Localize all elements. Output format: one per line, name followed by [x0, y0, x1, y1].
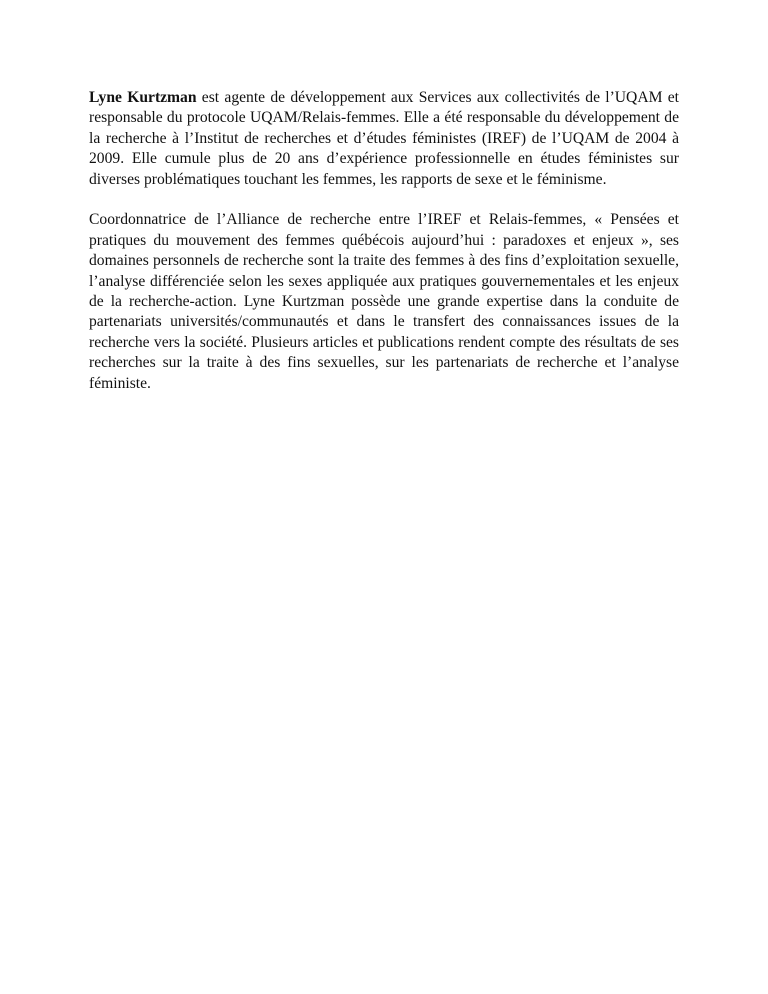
bio-paragraph-1 [89, 88, 679, 190]
document-body [89, 88, 679, 394]
person-name: Lyne Kurtzman [89, 89, 197, 106]
bio-paragraph-1-text: est agente de développement aux Services aux collectivités de l’UQAM et responsable du protocole UQAM/Relais-femmes. Elle a été responsable du développement de la recherche à l’Institut de recherches et d’études féministes (IREF) de l’UQAM de 2004 à 2009. Elle cumule plus de 20 ans d’expérience professionnelle en études féministes sur diverses problématiques touchant les femmes, les rapports de sexe et le féminisme. [89, 89, 679, 188]
bio-paragraph-2: Coordonnatrice de l’Alliance de recherche entre l’IREF et Relais-femmes, « Pensées et pratiques du mouvement des femmes québécois aujourd’hui : paradoxes et enjeux », ses domaines personnels de recherche sont la traite des femmes à des fins d’exploitation sexuelle, l’analyse différenciée selon les sexes appliquée aux pratiques gouvernementales et les enjeux de la recherche-action. Lyne Kurtzman possède une grande expertise dans la conduite de partenariats universités/communautés et dans le transfert des connaissances issues de la recherche vers la société. Plusieurs articles et publications rendent compte des résultats de ses recherches sur la traite à des fins sexuelles, sur les partenariats de recherche et l’analyse féministe. [89, 211, 679, 392]
